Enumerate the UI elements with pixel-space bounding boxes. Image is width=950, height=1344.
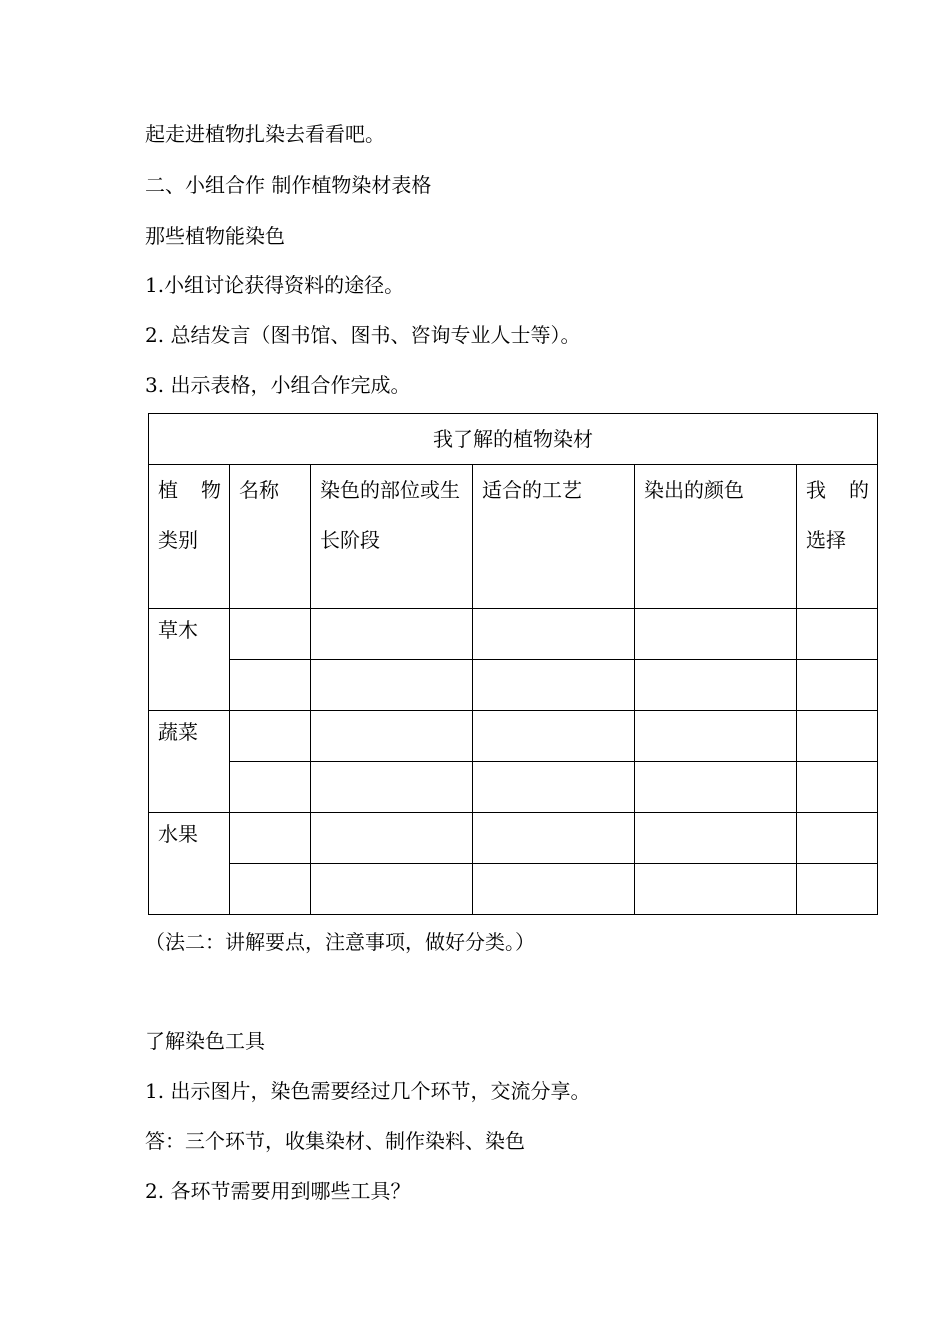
header-choice: 我 的 选择 [797, 465, 878, 609]
section-heading: 二、小组合作 制作植物染材表格 [145, 173, 432, 197]
list-item: 3. 出示表格，小组合作完成。 [145, 373, 411, 397]
table-cell[interactable] [230, 762, 311, 813]
table-cell[interactable] [230, 864, 311, 915]
table-cell[interactable] [473, 609, 635, 660]
header-category: 植 物 类别 [149, 465, 230, 609]
header-name: 名称 [230, 465, 311, 609]
table-cell[interactable] [311, 609, 473, 660]
table-cell[interactable] [311, 762, 473, 813]
table-cell[interactable] [230, 609, 311, 660]
plant-dye-table [148, 413, 878, 915]
table-cell[interactable] [311, 660, 473, 711]
table-cell[interactable] [797, 813, 878, 864]
category-cell: 蔬菜 [149, 711, 230, 813]
table-cell[interactable] [635, 864, 797, 915]
paragraph: 起走进植物扎染去看看吧。 [145, 122, 385, 146]
table-cell[interactable] [473, 864, 635, 915]
header-color: 染出的颜色 [635, 465, 797, 609]
table-cell[interactable] [797, 864, 878, 915]
table-cell[interactable] [635, 711, 797, 762]
table-cell[interactable] [311, 813, 473, 864]
subheading: 了解染色工具 [145, 1029, 265, 1053]
list-item: 2. 各环节需要用到哪些工具？ [145, 1179, 411, 1203]
table-title: 我了解的植物染材 [149, 414, 878, 465]
table-cell[interactable] [635, 762, 797, 813]
list-item: 1.小组讨论获得资料的途径。 [145, 273, 405, 297]
table-cell[interactable] [797, 660, 878, 711]
table-cell[interactable] [473, 813, 635, 864]
table-cell[interactable] [635, 813, 797, 864]
table-cell[interactable] [797, 762, 878, 813]
table-cell[interactable] [635, 660, 797, 711]
table-cell[interactable] [473, 660, 635, 711]
note: （法二：讲解要点，注意事项，做好分类。） [145, 930, 535, 954]
list-item: 1. 出示图片，染色需要经过几个环节，交流分享。 [145, 1079, 591, 1103]
table-cell[interactable] [797, 711, 878, 762]
header-part: 染色的部位或生长阶段 [311, 465, 473, 609]
table-cell[interactable] [311, 711, 473, 762]
table-cell[interactable] [230, 711, 311, 762]
answer: 答：三个环节，收集染材、制作染料、染色 [145, 1129, 525, 1153]
category-cell: 水果 [149, 813, 230, 915]
table-cell[interactable] [230, 660, 311, 711]
header-craft: 适合的工艺 [473, 465, 635, 609]
table-cell[interactable] [797, 609, 878, 660]
table-cell[interactable] [473, 711, 635, 762]
table-cell[interactable] [473, 762, 635, 813]
table-cell[interactable] [635, 609, 797, 660]
subheading: 那些植物能染色 [145, 224, 285, 248]
table-cell[interactable] [230, 813, 311, 864]
table-cell[interactable] [311, 864, 473, 915]
category-cell: 草木 [149, 609, 230, 711]
list-item: 2. 总结发言（图书馆、图书、咨询专业人士等）。 [145, 323, 581, 347]
